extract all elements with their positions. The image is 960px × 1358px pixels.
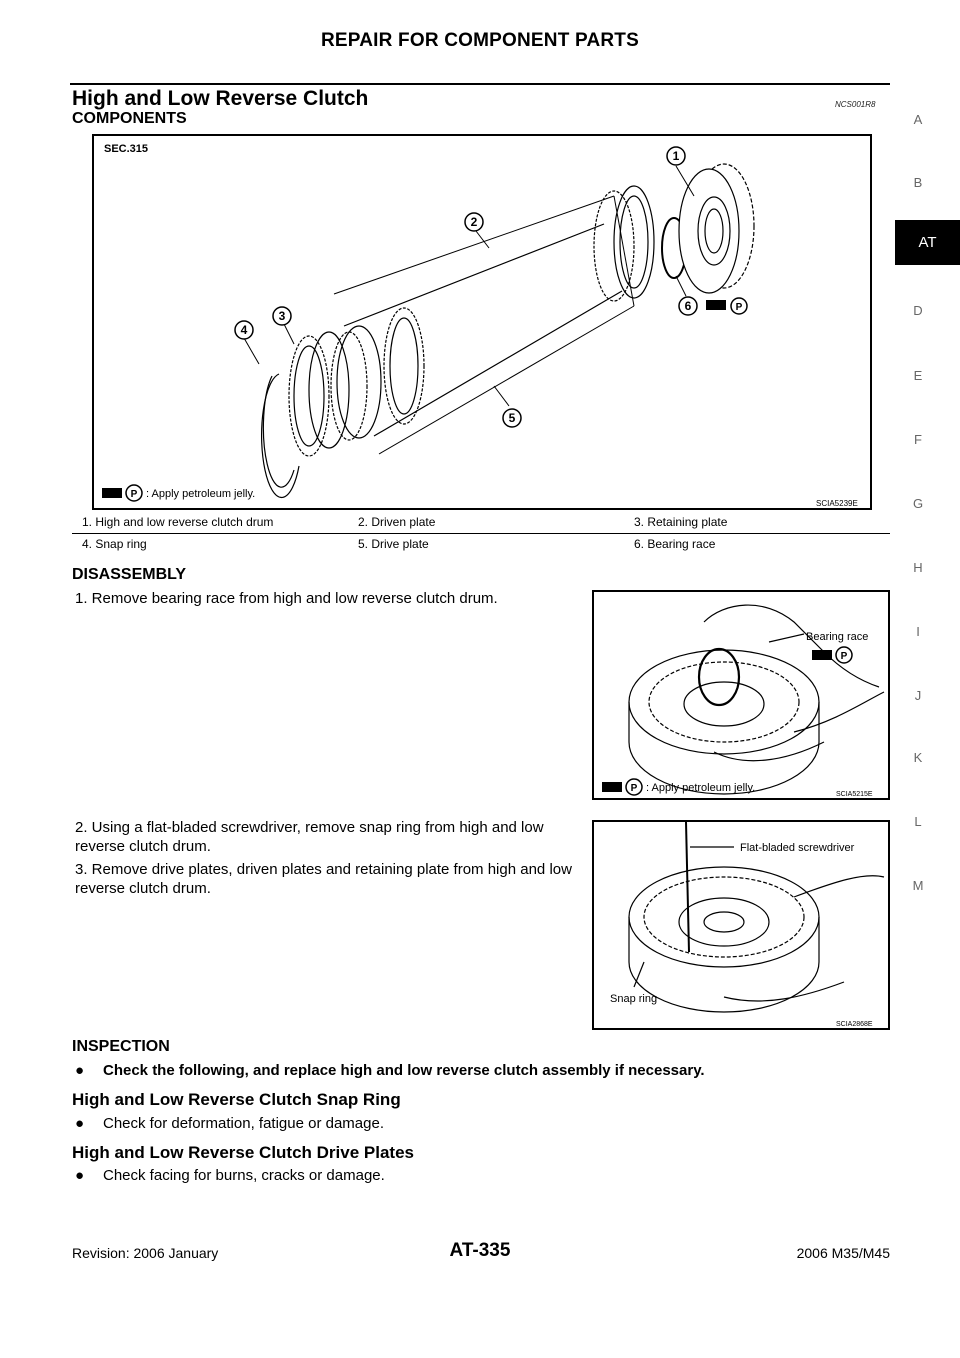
section-title: High and Low Reverse Clutch <box>72 87 369 110</box>
legend-text: : Apply petroleum jelly. <box>646 782 756 794</box>
table-row <box>72 512 890 534</box>
inspection-intro <box>75 1062 705 1079</box>
svg-text:P: P <box>735 302 743 313</box>
legend-text: : Apply petroleum jelly. <box>146 488 256 500</box>
part-cell: 4. Snap ring <box>82 537 147 551</box>
components-figure <box>92 134 872 510</box>
bearing-race-illustration <box>594 592 888 798</box>
inspection-sub2-item <box>75 1167 385 1184</box>
side-tab-k[interactable]: K <box>913 750 923 765</box>
side-tab-l[interactable]: L <box>914 814 922 829</box>
disassembly-step-2: 2. Using a flat-bladed screwdriver, remove snap ring from high and low reverse clutch drum. <box>75 819 544 855</box>
part-cell: 5. Drive plate <box>358 537 429 551</box>
side-tab-j[interactable]: J <box>914 688 922 703</box>
part-cell: 2. Driven plate <box>348 512 624 534</box>
legend-jelly-icon <box>102 485 142 501</box>
sec-label: SEC.315 <box>104 143 149 155</box>
page-header-title: REPAIR FOR COMPONENT PARTS <box>320 30 639 51</box>
footer-model: 2006 M35/M45 <box>796 1245 890 1261</box>
bearing-race-label: Bearing race <box>806 631 869 643</box>
bullet-icon: ● <box>75 1167 85 1184</box>
callout-2-label: 2 <box>470 215 478 229</box>
bearing-race-figure <box>592 590 890 800</box>
inspection-sub1-item <box>75 1115 384 1132</box>
side-tab-d[interactable]: D <box>913 303 923 318</box>
inspection-heading: INSPECTION <box>72 1038 170 1055</box>
side-tab-a[interactable]: A <box>913 112 923 127</box>
snap-ring-illustration <box>594 822 888 1028</box>
callout-6-label: 6 <box>684 299 692 313</box>
disassembly-step-1: 1. Remove bearing race from high and low reverse clutch drum. <box>75 590 498 607</box>
disassembly-heading: DISASSEMBLY <box>72 566 187 583</box>
side-tab-at[interactable]: AT <box>895 220 960 265</box>
inspection-sub2-text: Check facing for burns, cracks or damage. <box>103 1167 385 1184</box>
footer-page-number: AT-335 <box>449 1240 511 1261</box>
bullet-icon: ● <box>75 1115 85 1132</box>
footer-revision: Revision: 2006 January <box>72 1245 219 1261</box>
svg-text:P: P <box>130 489 138 500</box>
figure-code: SCIA2868E <box>836 1021 873 1028</box>
snap-ring-figure <box>592 820 890 1030</box>
callout-1-label: 1 <box>672 149 680 163</box>
svg-text:P: P <box>630 783 638 794</box>
petroleum-jelly-icon <box>706 298 747 314</box>
disassembly-step-3: 3. Remove drive plates, driven plates and retaining plate from high and low reverse clutch drum. <box>75 861 572 897</box>
side-tab-g[interactable]: G <box>912 496 924 511</box>
inspection-sub1-title: High and Low Reverse Clutch Snap Ring <box>72 1090 401 1109</box>
exploded-view-diagram <box>94 136 870 508</box>
svg-text:P: P <box>840 651 848 662</box>
screwdriver-label: Flat-bladed screwdriver <box>740 842 855 854</box>
snap-ring-label: Snap ring <box>610 993 658 1005</box>
figure-code: SCIA5239E <box>816 499 858 508</box>
table-row <box>72 534 890 556</box>
inspection-sub1-text: Check for deformation, fatigue or damage. <box>103 1115 384 1132</box>
legend-jelly-icon <box>602 779 642 795</box>
petroleum-jelly-icon <box>812 647 852 663</box>
side-tab-e[interactable]: E <box>913 368 923 383</box>
section-code: NCS001R8 <box>835 100 876 109</box>
callout-4-label: 4 <box>240 323 248 337</box>
part-cell: 3. Retaining plate <box>624 512 890 534</box>
callout-3-label: 3 <box>278 309 286 323</box>
side-tab-i[interactable]: I <box>916 624 920 639</box>
parts-table <box>72 512 890 555</box>
part-cell: 1. High and low reverse clutch drum <box>72 512 348 534</box>
part-cell: 6. Bearing race <box>634 537 716 551</box>
callout-5-label: 5 <box>508 411 516 425</box>
header-rule <box>70 83 890 85</box>
figure-code: SCIA5215E <box>836 791 873 798</box>
inspection-intro-text: Check the following, and replace high and low reverse clutch assembly if necessary. <box>103 1062 705 1079</box>
bullet-icon: ● <box>75 1062 85 1079</box>
components-heading: COMPONENTS <box>72 110 187 127</box>
side-tab-h[interactable]: H <box>913 560 923 575</box>
side-tab-b[interactable]: B <box>913 175 923 190</box>
inspection-sub2-title: High and Low Reverse Clutch Drive Plates <box>72 1143 414 1162</box>
side-tab-f[interactable]: F <box>914 432 922 447</box>
side-tab-m[interactable]: M <box>912 878 924 893</box>
